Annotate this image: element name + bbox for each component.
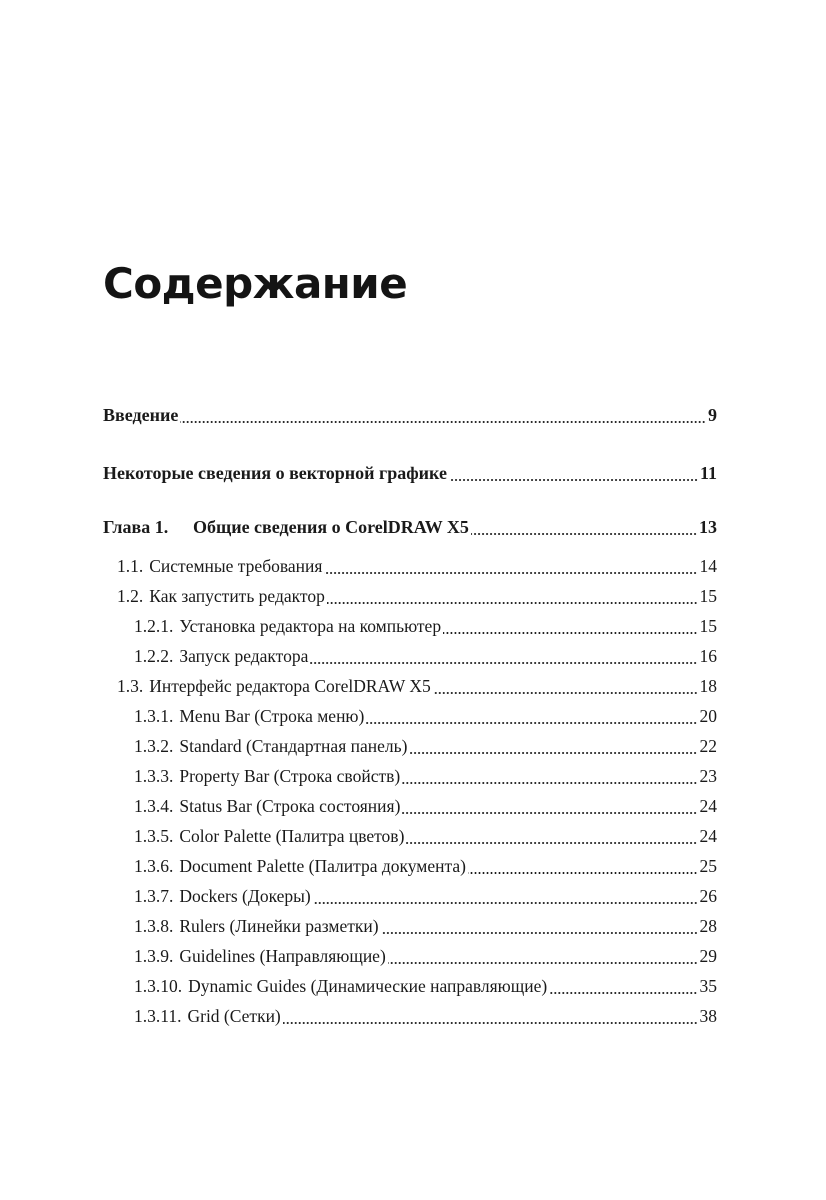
toc-entry-1-3-5[interactable]	[134, 823, 717, 849]
toc-page-number: 15	[699, 586, 717, 606]
dot-leader	[388, 962, 698, 964]
dot-leader	[366, 722, 697, 724]
toc-entry-label: Standard (Стандартная панель)	[179, 736, 408, 756]
toc-page-number: 23	[699, 766, 717, 786]
toc-page-number: 15	[699, 616, 717, 636]
dot-leader	[409, 752, 697, 754]
toc-entry-label: Введение	[103, 405, 179, 425]
section-number: 1.3.9.	[134, 946, 174, 966]
dot-leader	[443, 632, 697, 634]
toc-page-number: 24	[699, 796, 717, 816]
toc-entry-1-2-2[interactable]	[134, 643, 717, 669]
toc-entry-label: Rulers (Линейки разметки)	[179, 916, 379, 936]
toc-entry-label: Общие сведения о CorelDRAW X5	[193, 517, 469, 537]
toc-entry-label: Интерфейс редактора CorelDRAW X5	[149, 676, 431, 696]
dot-leader	[449, 479, 698, 481]
section-number: 1.3.5.	[134, 826, 174, 846]
toc-page-number: 13	[699, 517, 717, 537]
toc-entry-label: Dynamic Guides (Динамические направляющие)	[188, 976, 548, 996]
toc-page-number: 11	[699, 463, 717, 483]
section-number: 1.1.	[117, 556, 144, 576]
toc-page-number: 9	[708, 405, 717, 425]
section-number: 1.3.3.	[134, 766, 174, 786]
toc-entry-1-3[interactable]	[117, 673, 717, 699]
toc-page-number: 25	[699, 856, 717, 876]
section-number: 1.3.2.	[134, 736, 174, 756]
toc-page-number: 28	[699, 916, 717, 936]
toc-entry-label: Property Bar (Строка свойств)	[179, 766, 401, 786]
toc-entry-1-3-8[interactable]	[134, 913, 717, 939]
dot-leader	[549, 992, 697, 994]
dot-leader	[327, 602, 698, 604]
toc-entry-label: Document Palette (Палитра документа)	[179, 856, 466, 876]
dot-leader	[180, 421, 706, 423]
toc-entry-1-3-9[interactable]	[134, 943, 717, 969]
toc-entry-1-3-2[interactable]	[134, 733, 717, 759]
toc-entry-label: Установка редактора на компьютер	[179, 616, 442, 636]
toc-entry-label: Как запустить редактор	[149, 586, 325, 606]
toc-entry-intro[interactable]	[103, 402, 717, 428]
dot-leader	[468, 872, 698, 874]
toc-entry-1-2-1[interactable]	[134, 613, 717, 639]
dot-leader	[402, 812, 697, 814]
toc-entry-1-3-4[interactable]	[134, 793, 717, 819]
toc-entry-chapter-1[interactable]	[103, 514, 717, 540]
dot-leader	[310, 662, 697, 664]
section-number: 1.3.11.	[134, 1006, 182, 1026]
toc-page-number: 29	[699, 946, 717, 966]
section-number: 1.3.6.	[134, 856, 174, 876]
section-number: 1.2.	[117, 586, 144, 606]
toc-page-number: 38	[699, 1006, 717, 1026]
toc-page-number: 20	[699, 706, 717, 726]
toc-entry-vector-graphics[interactable]	[103, 460, 717, 486]
toc-entry-label: Запуск редактора	[179, 646, 309, 666]
toc-entry-label: Dockers (Докеры)	[179, 886, 311, 906]
section-number: 1.3.4.	[134, 796, 174, 816]
toc-entry-label: Status Bar (Строка состояния)	[179, 796, 401, 816]
dot-leader	[433, 692, 698, 694]
toc-entry-1-2[interactable]	[117, 583, 717, 609]
toc-entry-1-1[interactable]	[117, 553, 717, 579]
section-number: 1.2.1.	[134, 616, 174, 636]
toc-page-number: 24	[699, 826, 717, 846]
section-number: 1.2.2.	[134, 646, 174, 666]
dot-leader	[283, 1022, 698, 1024]
section-number: 1.3.8.	[134, 916, 174, 936]
section-number: 1.3.10.	[134, 976, 183, 996]
toc-page-number: 14	[699, 556, 717, 576]
toc-page-number: 26	[699, 886, 717, 906]
toc-entry-label: Grid (Сетки)	[187, 1006, 281, 1026]
dot-leader	[324, 572, 697, 574]
dot-leader	[471, 533, 697, 535]
toc-page-number: 18	[699, 676, 717, 696]
toc-page-number: 22	[699, 736, 717, 756]
toc-entry-label: Menu Bar (Строка меню)	[179, 706, 365, 726]
section-number: 1.3.7.	[134, 886, 174, 906]
toc-entry-label: Некоторые сведения о векторной графике	[103, 463, 447, 483]
chapter-number: Глава 1.	[103, 517, 169, 537]
toc-page-number: 16	[699, 646, 717, 666]
dot-leader	[381, 932, 698, 934]
toc-entry-label: Color Palette (Палитра цветов)	[179, 826, 405, 846]
toc-page-number: 35	[699, 976, 717, 996]
page-title: Содержание	[103, 259, 408, 308]
toc-entry-1-3-1[interactable]	[134, 703, 717, 729]
dot-leader	[406, 842, 697, 844]
toc-entry-1-3-6[interactable]	[134, 853, 717, 879]
toc-entry-1-3-3[interactable]	[134, 763, 717, 789]
section-number: 1.3.	[117, 676, 144, 696]
toc-entry-label: Guidelines (Направляющие)	[179, 946, 386, 966]
dot-leader	[402, 782, 697, 784]
toc-entry-1-3-7[interactable]	[134, 883, 717, 909]
dot-leader	[313, 902, 698, 904]
toc-entry-label: Системные требования	[149, 556, 323, 576]
toc-entry-1-3-11[interactable]	[134, 1003, 717, 1029]
toc-entry-1-3-10[interactable]	[134, 973, 717, 999]
section-number: 1.3.1.	[134, 706, 174, 726]
